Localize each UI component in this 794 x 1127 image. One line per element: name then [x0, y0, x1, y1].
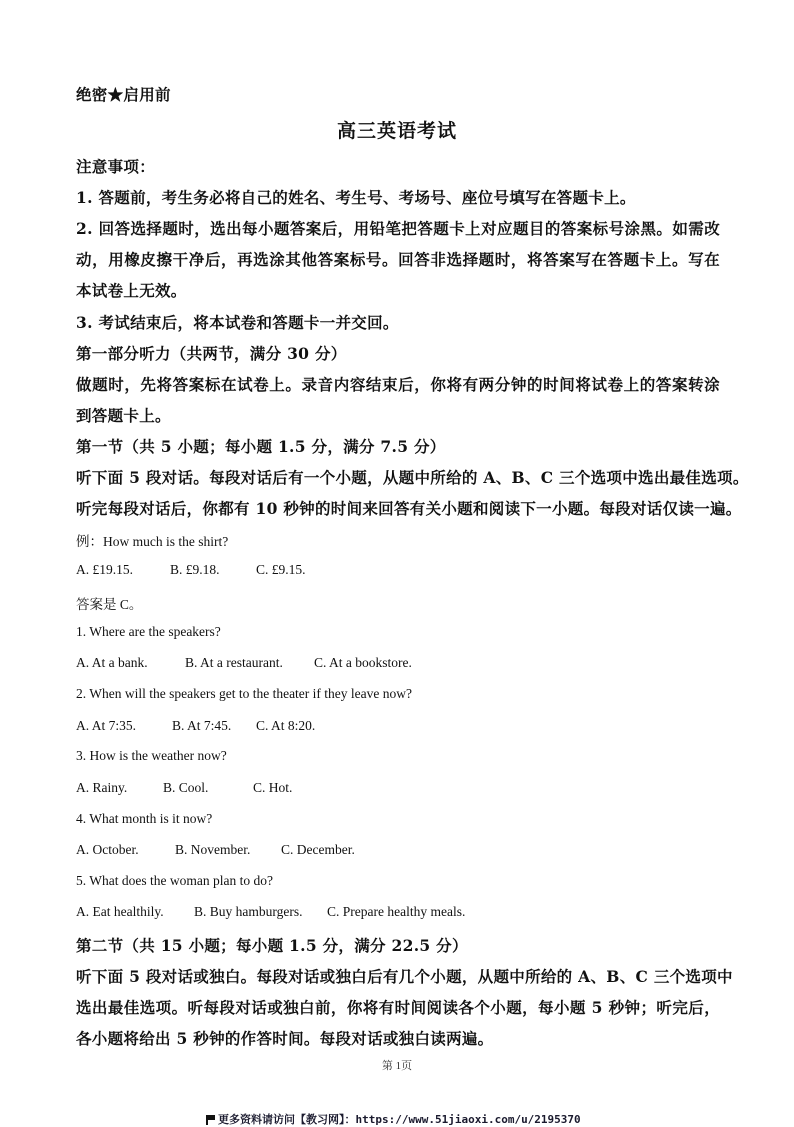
- option-a: A. October.: [76, 842, 139, 857]
- notice-item-1: 1. 答题前，考生务必将自己的姓名、考生号、考场号、座位号填写在答题卡上。: [76, 188, 636, 207]
- option-c: C. Prepare healthy meals.: [327, 904, 466, 919]
- section2-intro-line-1: 听下面 5 段对话或独白。每段对话或独白后有几个小题，从题中所给的 A、B、C 三个选项中: [76, 967, 733, 986]
- exam-title: 高三英语考试: [336, 120, 457, 142]
- notice-item-3: 3. 考试结束后，将本试卷和答题卡一并交回。: [76, 313, 399, 332]
- question-3: 3. How is the weather now?: [76, 748, 227, 763]
- example-question: 例：How much is the shirt?: [76, 534, 229, 549]
- question-5: 5. What does the woman plan to do?: [76, 873, 273, 888]
- flag-icon: [206, 1115, 214, 1124]
- footer-link-text[interactable]: 更多资料请访问【教习网】：https://www.51jiaoxi.com/u/2195370: [218, 1113, 581, 1126]
- option-b: B. £9.18.: [170, 562, 220, 577]
- example-answer: 答案是 C。: [76, 597, 143, 612]
- section1-heading: 第一节（共 5 小题；每小题 1.5 分，满分 7.5 分）: [76, 437, 446, 456]
- section1-intro-line-1: 听下面 5 段对话。每段对话后有一个小题，从题中所给的 A、B、C 三个选项中选出最佳选项。: [76, 468, 749, 487]
- option-b: B. Cool.: [163, 780, 209, 795]
- question-3-options: [76, 780, 292, 796]
- question-1: 1. Where are the speakers?: [76, 624, 221, 639]
- option-c: C. At a bookstore.: [314, 655, 412, 670]
- option-a: A. £19.15.: [76, 562, 133, 577]
- part1-heading: 第一部分听力（共两节，满分 30 分）: [76, 344, 347, 363]
- section2-intro-line-2: 选出最佳选项。听每段对话或独白前，你将有时间阅读各个小题，每小题 5 秒钟；听完后，: [76, 998, 720, 1017]
- option-a: A. At a bank.: [76, 655, 148, 670]
- option-c: C. £9.15.: [256, 562, 306, 577]
- option-c: C. Hot.: [253, 780, 293, 795]
- part1-intro-line-1: 做题时，先将答案标在试卷上。录音内容结束后，你将有两分钟的时间将试卷上的答案转涂: [76, 375, 720, 394]
- notice-heading: 注意事项：: [76, 157, 156, 176]
- question-4-options: [76, 842, 355, 858]
- example-options: [76, 562, 306, 578]
- confidential-label: 绝密★启用前: [76, 85, 171, 104]
- section2-intro-line-3: 各小题将给出 5 秒钟的作答时间。每段对话或独白读两遍。: [76, 1029, 494, 1048]
- question-5-options: [76, 904, 465, 920]
- option-a: A. At 7:35.: [76, 718, 137, 733]
- option-b: B. November.: [175, 842, 251, 857]
- notice-item-2-line-1: 2. 回答选择题时，选出每小题答案后，用铅笔把答题卡上对应题目的答案标号涂黑。如需改: [76, 219, 720, 238]
- question-1-options: [76, 655, 412, 671]
- option-a: A. Rainy.: [76, 780, 128, 795]
- page-number: 第 1页: [381, 1060, 413, 1072]
- question-2: 2. When will the speakers get to the theater if they leave now?: [76, 686, 413, 701]
- option-b: B. At 7:45.: [172, 718, 232, 733]
- option-b: B. Buy hamburgers.: [194, 904, 303, 919]
- part1-intro-line-2: 到答题卡上。: [76, 406, 171, 425]
- section1-intro-line-2: 听完每段对话后，你都有 10 秒钟的时间来回答有关小题和阅读下一小题。每段对话仅读一遍。: [76, 499, 742, 518]
- question-2-options: [76, 718, 315, 734]
- option-c: C. December.: [281, 842, 355, 857]
- option-b: B. At a restaurant.: [185, 655, 283, 670]
- notice-item-2-line-2: 动，用橡皮擦干净后，再选涂其他答案标号。回答非选择题时，将答案写在答题卡上。写在: [76, 250, 720, 269]
- option-c: C. At 8:20.: [256, 718, 316, 733]
- section2-heading: 第二节（共 15 小题；每小题 1.5 分，满分 22.5 分）: [76, 936, 468, 955]
- notice-item-2-line-3: 本试卷上无效。: [76, 281, 187, 300]
- question-4: 4. What month is it now?: [76, 811, 213, 826]
- option-a: A. Eat healthily.: [76, 904, 164, 919]
- footer-link[interactable]: [206, 1111, 581, 1127]
